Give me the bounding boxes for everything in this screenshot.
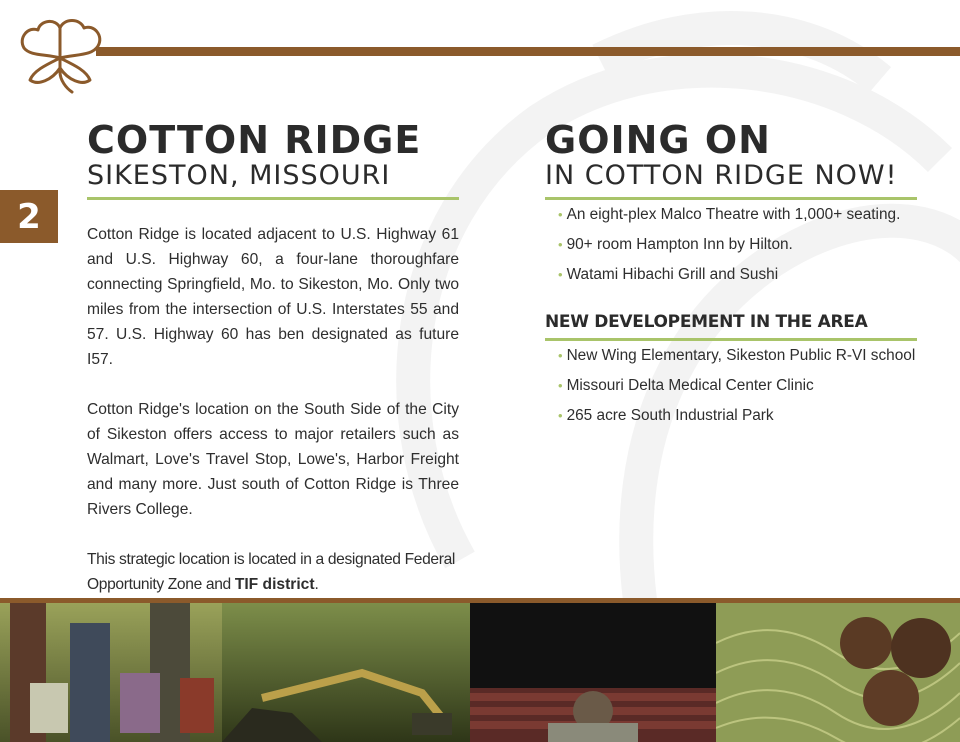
list-item-text: An eight-plex Malco Theatre with 1,000+ seating.: [566, 206, 901, 223]
development-heading: NEW DEVELOPEMENT IN THE AREA: [545, 312, 868, 332]
list-item: [558, 230, 917, 260]
bullet-icon: •: [558, 348, 563, 363]
paragraph-zone-end: .: [314, 576, 319, 593]
list-item: [558, 341, 917, 371]
food-photo: [716, 603, 960, 742]
right-title: GOING ON: [545, 118, 771, 162]
right-subtitle: IN COTTON RIDGE NOW!: [545, 160, 898, 191]
page-number-tab: 2: [0, 190, 58, 243]
left-column: [87, 120, 459, 597]
development-list: [545, 341, 917, 431]
photo-strip: [0, 603, 960, 742]
list-item: [558, 200, 917, 230]
list-item-text: 265 acre South Industrial Park: [566, 407, 774, 424]
paragraph-retailers: Cotton Ridge's location on the South Side of the City of Sikeston offers access to major retailers such as Walmart, Love's Travel Stop, Lowe's, Harbor Freight and many more. Just south of Cotton Ridge is Three Rivers College.: [87, 401, 459, 518]
bullet-icon: •: [558, 267, 563, 282]
theatre-photo: [470, 603, 716, 742]
now-list: [545, 200, 917, 290]
tif-district-text: TIF district: [234, 576, 315, 593]
shopping-photo: [0, 603, 222, 742]
paragraph-location: Cotton Ridge is located adjacent to U.S. Highway 61 and U.S. Highway 60, a four-lane thoroughfare connecting Springfield, Mo. to Sikeston, Mo. Only two miles from the intersection of U.S. Interstates 55 and 57. U.S. Highway 60 has ben designated as future I57.: [87, 226, 459, 368]
top-rule: [96, 47, 960, 56]
list-item: [558, 260, 917, 290]
bullet-icon: •: [558, 378, 563, 393]
list-item-text: New Wing Elementary, Sikeston Public R-VI school: [566, 347, 916, 364]
bullet-icon: •: [558, 207, 563, 222]
bullet-icon: •: [558, 408, 563, 423]
construction-photo: [222, 603, 470, 742]
paragraph-zone-text: This strategic location is located in a designated Federal Opportunity Zone and: [87, 551, 456, 593]
list-item-text: Watami Hibachi Grill and Sushi: [566, 266, 779, 283]
left-green-rule: [87, 197, 459, 200]
paragraph-zone: [87, 547, 459, 597]
list-item-text: Missouri Delta Medical Center Clinic: [566, 377, 814, 394]
right-column: [545, 120, 917, 431]
left-title: COTTON RIDGE: [87, 118, 422, 162]
list-item: [558, 401, 917, 431]
bullet-icon: •: [558, 237, 563, 252]
list-item: [558, 371, 917, 401]
left-subtitle: SIKESTON, MISSOURI: [87, 160, 391, 191]
cotton-logo-icon: [14, 14, 106, 98]
list-item-text: 90+ room Hampton Inn by Hilton.: [566, 236, 793, 253]
